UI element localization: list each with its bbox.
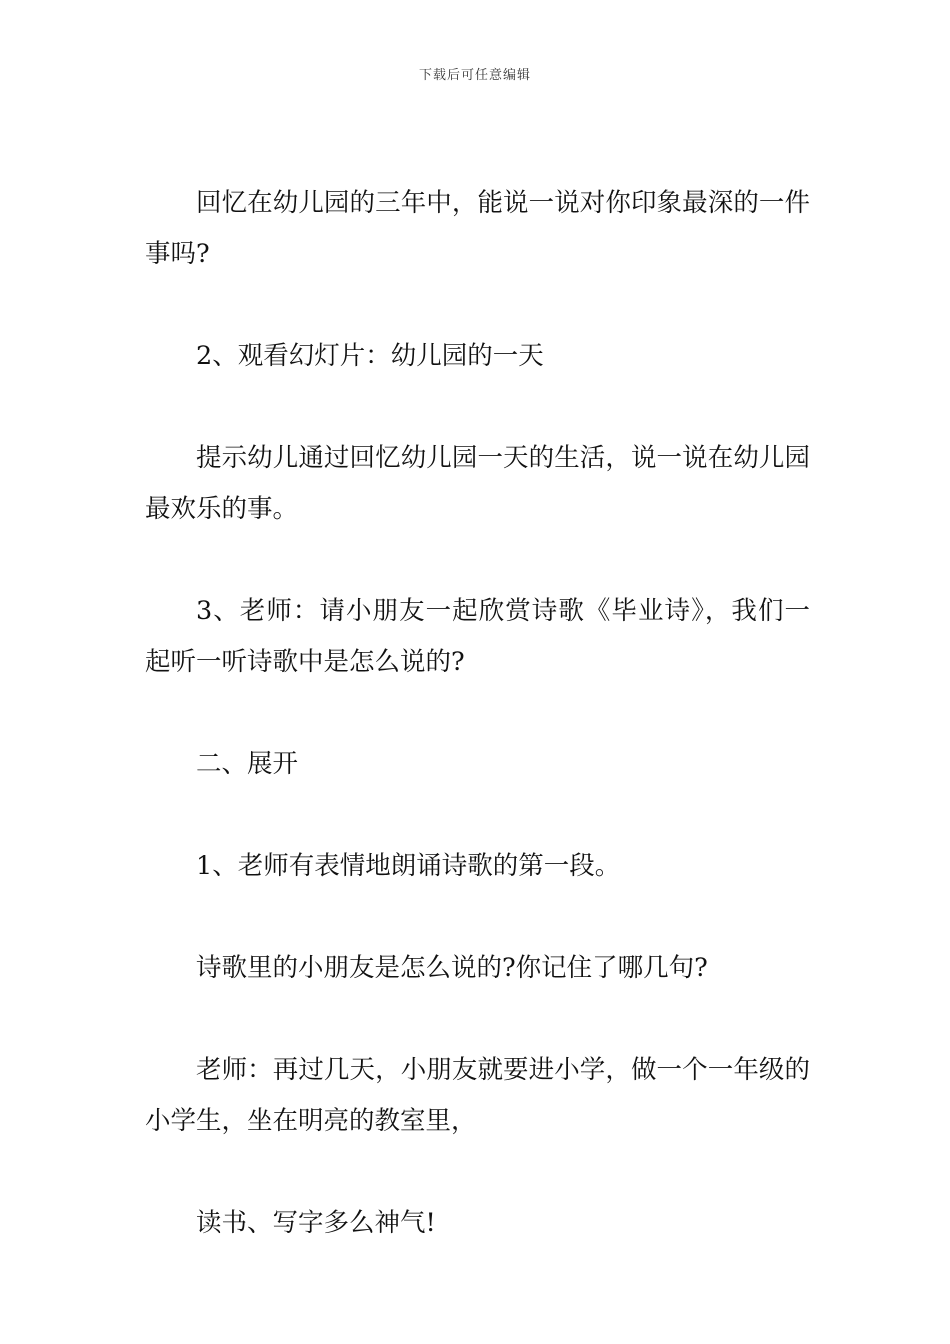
paragraph-prompt-recall: 提示幼儿通过回忆幼儿园一天的生活，说一说在幼儿园最欢乐的事。: [145, 443, 810, 524]
document-body: [145, 178, 810, 1300]
paragraph-recall-question: 回忆在幼儿园的三年中，能说一说对你印象最深的一件事吗?: [145, 188, 810, 269]
paragraph-appreciate-poem: 3、老师：请小朋友一起欣赏诗歌《毕业诗》，我们一起听一听诗歌中是怎么说的?: [145, 596, 810, 677]
paragraph-reading-writing: 读书、写字多么神气!: [196, 1208, 436, 1238]
section-heading-expand: 二、展开: [196, 749, 299, 779]
paragraph-recite-first-stanza: 1、老师有表情地朗诵诗歌的第一段。: [196, 851, 621, 881]
page-header: 下载后可任意编辑: [418, 68, 531, 83]
paragraph-teacher-line: 老师：再过几天，小朋友就要进小学，做一个一年级的小学生，坐在明亮的教室里，: [145, 1055, 810, 1136]
paragraph-watch-slides: 2、观看幻灯片：幼儿园的一天: [196, 341, 544, 371]
paragraph-poem-question: 诗歌里的小朋友是怎么说的?你记住了哪几句?: [196, 953, 708, 983]
